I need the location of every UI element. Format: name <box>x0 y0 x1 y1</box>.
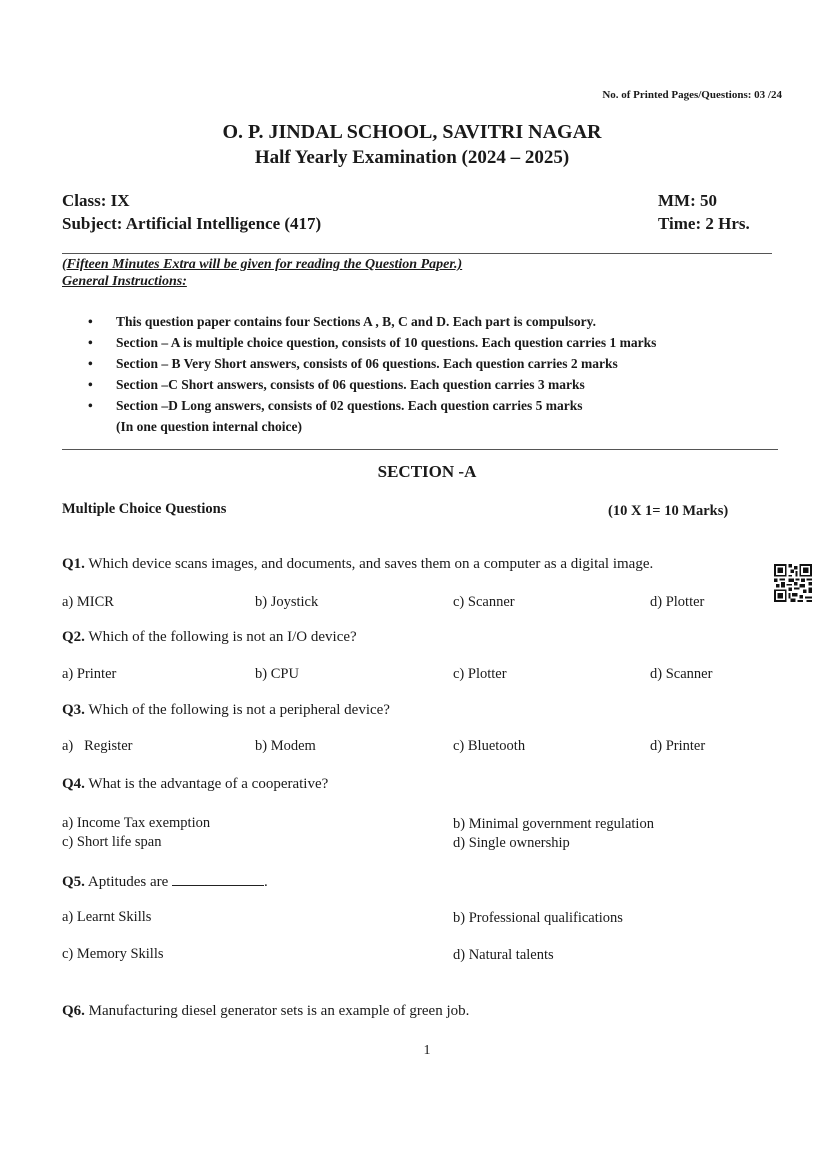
answer-blank <box>172 873 264 886</box>
q2-option-b: b) CPU <box>255 666 299 682</box>
q2-option-a: a) Printer <box>62 666 117 682</box>
question-4: Q4. What is the advantage of a cooperative? <box>62 776 329 792</box>
q4-option-b: b) Minimal government regulation <box>453 816 654 832</box>
page-number: 1 <box>423 1043 431 1058</box>
q3-option-b: b) Modem <box>255 738 316 754</box>
school-name: O. P. JINDAL SCHOOL, SAVITRI NAGAR <box>222 121 602 143</box>
instruction-item: • Section –D Long answers, consists of 02 questions. Each question carries 5 marks (In one question internal choice) <box>88 395 656 437</box>
q1-option-c: c) Scanner <box>453 594 515 610</box>
question-2: Q2. Which of the following is not an I/O device? <box>62 629 357 645</box>
subject-label: Subject: Artificial Intelligence (417) <box>62 214 322 233</box>
instruction-item: • Section –C Short answers, consists of 06 questions. Each question carries 3 marks <box>88 374 656 395</box>
header-divider <box>62 253 772 254</box>
max-marks: MM: 50 <box>658 191 718 210</box>
q3-option-c: c) Bluetooth <box>453 738 526 754</box>
q5-option-d: d) Natural talents <box>453 947 554 963</box>
q4-option-a: a) Income Tax exemption <box>62 815 211 831</box>
q3-option-a: a) Register <box>62 738 133 754</box>
section-title: SECTION -A <box>377 462 477 481</box>
general-instructions-heading: General Instructions: <box>62 274 187 289</box>
class-label: Class: IX <box>62 191 130 210</box>
q5-option-a: a) Learnt Skills <box>62 909 152 925</box>
q4-option-d: d) Single ownership <box>453 835 570 851</box>
question-6: Q6. Manufacturing diesel generator sets is an example of green job. <box>62 1003 470 1019</box>
section-heading: Multiple Choice Questions <box>62 501 227 517</box>
q1-option-a: a) MICR <box>62 594 114 610</box>
q3-option-d: d) Printer <box>650 738 706 754</box>
exam-title: Half Yearly Examination (2024 – 2025) <box>254 147 570 168</box>
q2-option-c: c) Plotter <box>453 666 507 682</box>
reading-time-note: (Fifteen Minutes Extra will be given for reading the Question Paper.) <box>62 257 463 272</box>
instructions-divider <box>62 449 778 450</box>
instruction-item: • Section – A is multiple choice question, consists of 10 questions. Each question carries 1 marks <box>88 332 656 353</box>
instructions-list <box>88 311 656 437</box>
q1-option-b: b) Joystick <box>255 594 319 610</box>
section-marks: (10 X 1= 10 Marks) <box>608 503 729 519</box>
qr-code-icon <box>774 564 812 602</box>
question-1: Q1. Which device scans images, and documents, and saves them on a computer as a digital image. <box>62 556 654 572</box>
q4-option-c: c) Short life span <box>62 834 162 850</box>
q2-option-d: d) Scanner <box>650 666 713 682</box>
q5-option-b: b) Professional qualifications <box>453 910 623 926</box>
time-allowed: Time: 2 Hrs. <box>658 214 750 233</box>
instruction-item: • Section – B Very Short answers, consists of 06 questions. Each question carries 2 marks <box>88 353 656 374</box>
instruction-item: • This question paper contains four Sections A , B, C and D. Each part is compulsory. <box>88 311 656 332</box>
question-3: Q3. Which of the following is not a peripheral device? <box>62 702 390 718</box>
instruction-subnote: (In one question internal choice) <box>116 419 303 434</box>
question-5: Q5. Aptitudes are . <box>62 874 268 890</box>
printed-pages-note: No. of Printed Pages/Questions: 03 /24 <box>602 89 782 101</box>
q5-option-c: c) Memory Skills <box>62 946 164 962</box>
q1-option-d: d) Plotter <box>650 594 705 610</box>
